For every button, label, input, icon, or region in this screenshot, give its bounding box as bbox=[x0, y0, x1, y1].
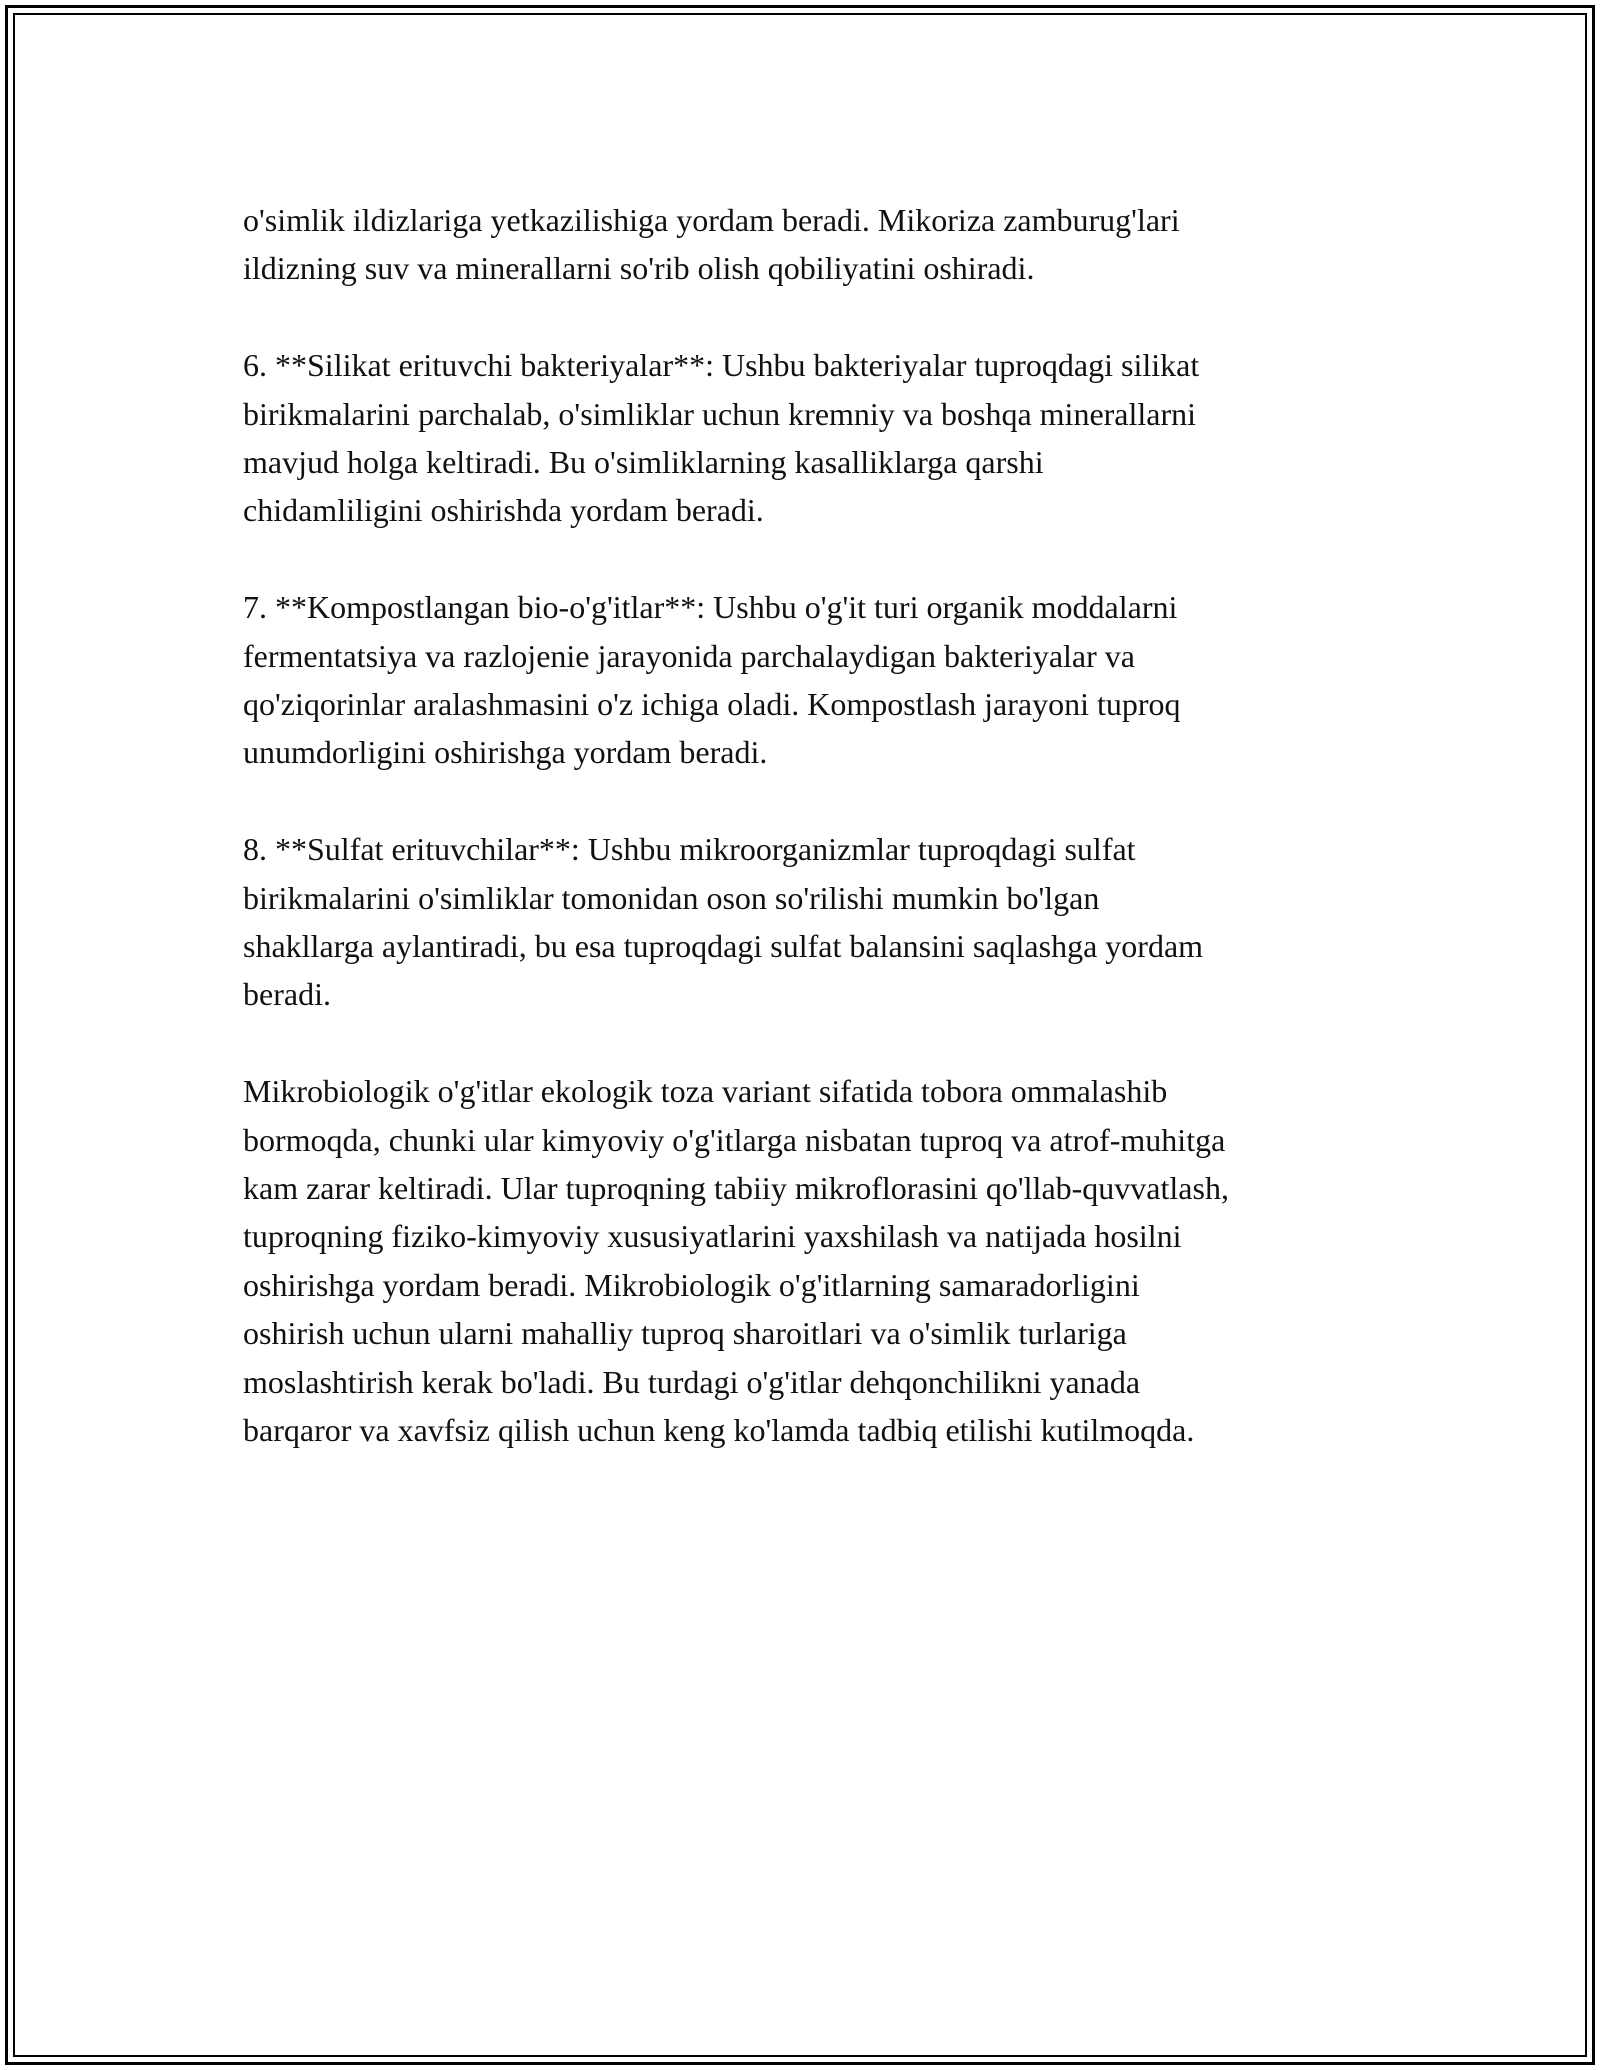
text-line: tuproqning fiziko-kimyoviy xususiyatlarini yaxshilash va natijada hosilni bbox=[243, 1218, 1182, 1255]
text-line: o'simlik ildizlariga yetkazilishiga yordam beradi. Mikoriza zamburug'lari bbox=[243, 202, 1180, 238]
text-line: 6. **Silikat erituvchi bakteriyalar**: Ushbu bakteriyalar tuproqdagi silikat bbox=[243, 347, 1200, 384]
text-line: shakllarga aylantiradi, bu esa tuproqdagi sulfat balansini saqlashga yordam bbox=[243, 928, 1204, 965]
text-line: beradi. bbox=[243, 976, 331, 1013]
text-line: birikmalarini parchalab, o'simliklar uchun kremniy va boshqa minerallarni bbox=[243, 395, 1197, 432]
paragraph-item-7-kompost bbox=[243, 583, 1383, 777]
text-line: unumdorligini oshirishga yordam beradi. bbox=[243, 734, 768, 771]
page-frame bbox=[5, 5, 1595, 2065]
text-line: chidamliligini oshirishda yordam beradi. bbox=[243, 492, 764, 529]
paragraph-item-6-silikat bbox=[243, 341, 1383, 535]
text-line: qo'ziqorinlar aralashmasini o'z ichiga oladi. Kompostlash jarayoni tuproq bbox=[243, 686, 1181, 723]
paragraph-mikoriza-continuation bbox=[243, 196, 1383, 293]
text-line: mavjud holga keltiradi. Bu o'simliklarning kasalliklarga qarshi bbox=[243, 444, 1044, 481]
text-line: birikmalarini o'simliklar tomonidan oson so'rilishi mumkin bo'lgan bbox=[243, 879, 1100, 916]
text-line: fermentatsiya va razlojenie jarayonida parchalaydigan bakteriyalar va bbox=[243, 637, 1135, 674]
text-line: barqaror va xavfsiz qilish uchun keng ko'lamda tadbiq etilishi kutilmoqda. bbox=[243, 1412, 1195, 1449]
text-line: oshirish uchun ularni mahalliy tuproq sharoitlari va o'simlik turlariga bbox=[243, 1315, 1127, 1352]
text-line: 7. **Kompostlangan bio-o'g'itlar**: Ushbu o'g'it turi organik moddalarni bbox=[243, 589, 1178, 626]
paragraph-item-8-sulfat bbox=[243, 825, 1383, 1019]
text-line: bormoqda, chunki ular kimyoviy o'g'itlarga nisbatan tuproq va atrof-muhitga bbox=[243, 1121, 1226, 1158]
text-line: 8. **Sulfat erituvchilar**: Ushbu mikroorganizmlar tuproqdagi sulfat bbox=[243, 831, 1136, 868]
text-line: moslashtirish kerak bo'ladi. Bu turdagi o'g'itlar dehqonchilikni yanada bbox=[243, 1363, 1141, 1400]
text-line: kam zarar keltiradi. Ular tuproqning tabiiy mikroflorasini qo'llab-quvvatlash, bbox=[243, 1170, 1229, 1207]
page-content bbox=[243, 196, 1383, 1503]
text-line: Mikrobiologik o'g'itlar ekologik toza variant sifatida tobora ommalashib bbox=[243, 1073, 1168, 1110]
paragraph-conclusion bbox=[243, 1067, 1383, 1454]
text-line: ildizning suv va minerallarni so'rib olish qobiliyatini oshiradi. bbox=[243, 250, 1035, 287]
text-line: oshirishga yordam beradi. Mikrobiologik o'g'itlarning samaradorligini bbox=[243, 1266, 1140, 1303]
